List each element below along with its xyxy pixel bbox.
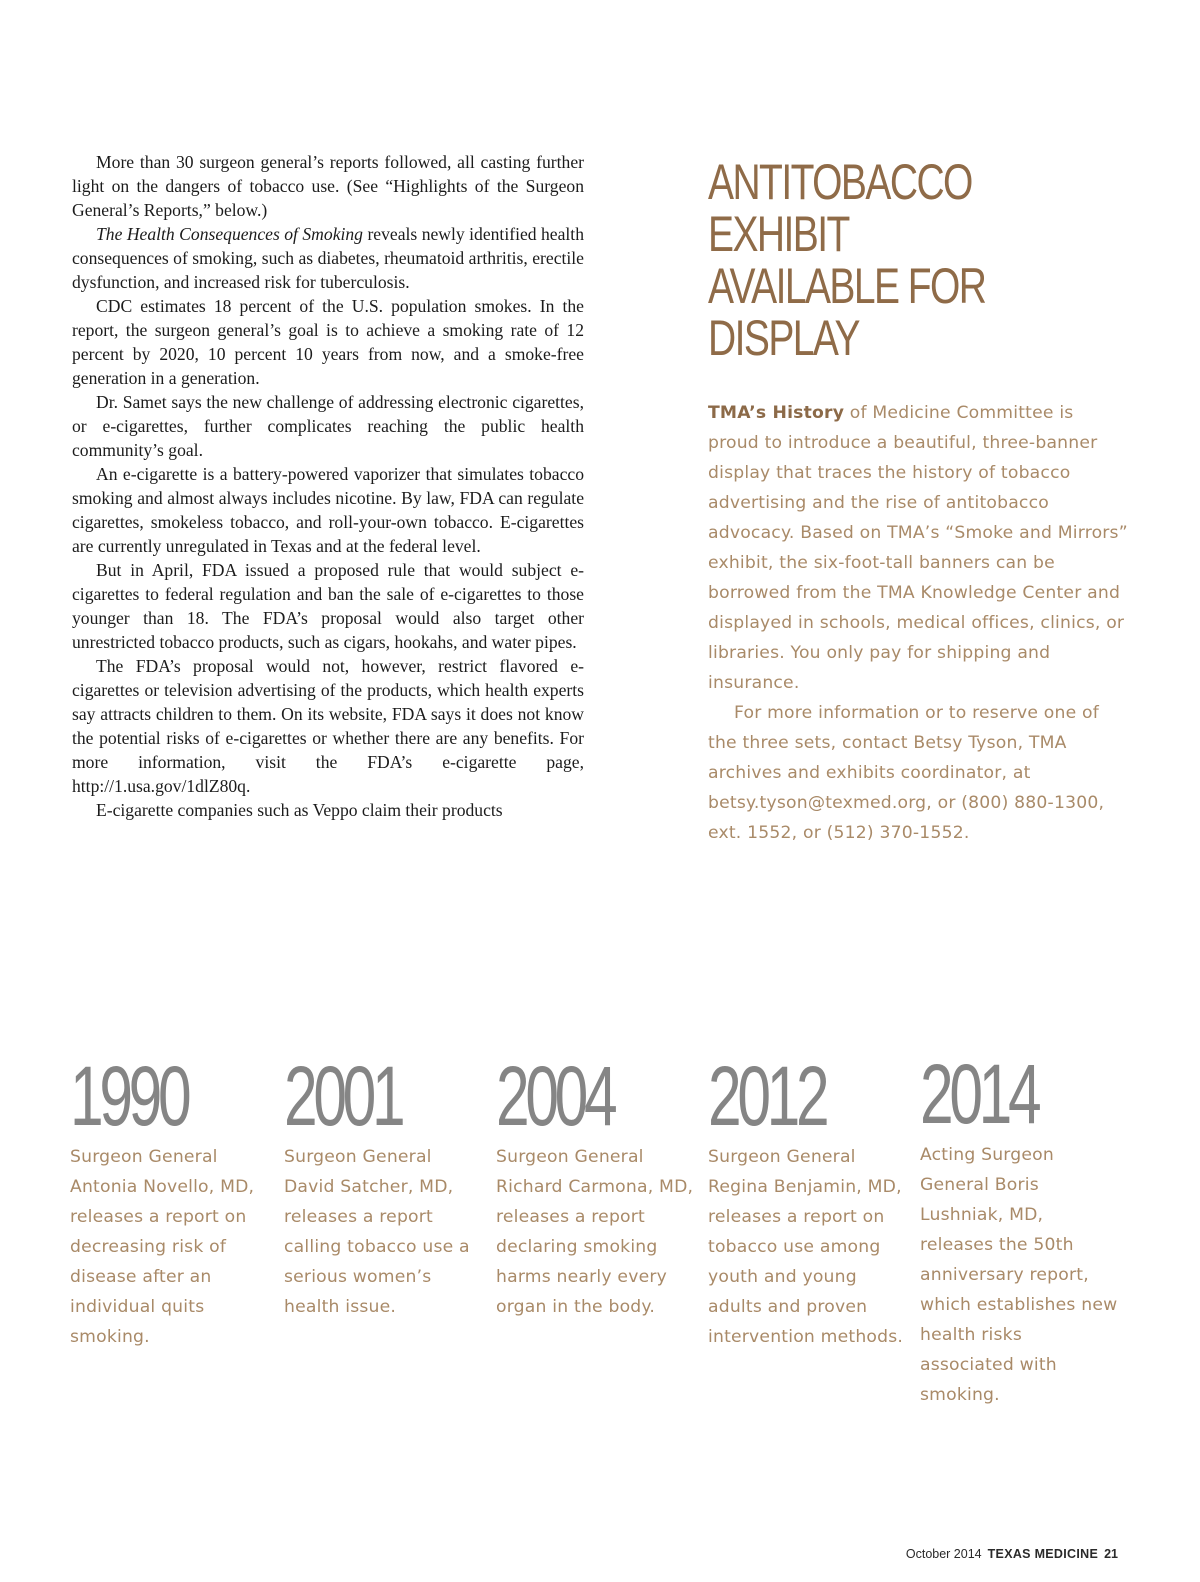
timeline-year: 2001 [284, 1049, 402, 1143]
article-paragraph: An e-cigarette is a battery-powered vaporizer that simulates tobacco smoking and almost always includes nicotine. By law, FDA can regulate cigarettes, smokeless tobacco, and roll-your-own tobacco. E-cigarettes are currently unregulated in Texas and at the federal level. [72, 464, 584, 556]
sidebar-body [708, 398, 1128, 848]
article-paragraph: More than 30 surgeon general’s reports followed, all casting further light on the dangers of tobacco use. (See “Highlights of the Surgeon General’s Reports,” below.) [72, 152, 584, 220]
sidebar-title [708, 156, 1114, 364]
sidebar-title-line: ANTITOBACCO EXHIBIT [708, 154, 972, 262]
timeline-text: Surgeon General Richard Carmona, MD, releases a report declaring smoking harms nearly every organ in the body. [496, 1147, 694, 1317]
article-paragraph: CDC estimates 18 percent of the U.S. population smokes. In the report, the surgeon general’s goal is to achieve a smoking rate of 12 percent by 2020, 10 percent 10 years from now, and a smoke-free generation in a generation. [72, 296, 584, 388]
report-title: The Health Consequences of Smoking [96, 224, 363, 244]
timeline-entry [496, 1049, 696, 1322]
sidebar-paragraph: For more information or to reserve one of the three sets, contact Betsy Tyson, TMA archives and exhibits coordinator, at betsy.tyson@texmed.org, or (800) 880-1300, ext. 1552, or (512) 370-1552. [708, 703, 1105, 843]
sidebar-paragraph [708, 398, 1128, 698]
article-paragraph: E-cigarette companies such as Veppo claim their products [96, 800, 503, 820]
timeline-text: Surgeon General Regina Benjamin, MD, releases a report on tobacco use among youth and young adults and proven intervention methods. [708, 1147, 904, 1347]
timeline-year: 1990 [70, 1049, 188, 1143]
page-footer [906, 1547, 1118, 1561]
sidebar-title-line: AVAILABLE FOR DISPLAY [708, 258, 986, 366]
timeline-entry [708, 1049, 908, 1352]
article-paragraph: Dr. Samet says the new challenge of addressing electronic cigarettes, or e-cigarettes, further complicates reaching the public health community’s goal. [72, 392, 584, 460]
article-paragraph: The FDA’s proposal would not, however, restrict flavored e-cigarettes or television advertising of the products, which health experts say attracts children to them. On its website, FDA says it does not know the potential risks of e-cigarettes or whether there are any benefits. For more information, visit the FDA’s e-cigarette page, http://1.usa.gov/1dlZ80q. [72, 656, 584, 796]
sidebar-lead: TMA’s History [708, 403, 845, 423]
timeline-entry [70, 1049, 270, 1352]
sidebar-paragraph-text: of Medicine Committee is proud to introduce a beautiful, three-banner display that traces the history of tobacco advertising and the rise of antitobacco advocacy. Based on TMA’s “Smoke and Mirrors” exhibit, the six-foot-tall banners can be borrowed from the TMA Knowledge Center and displayed in schools, medical offices, clinics, or libraries. You only pay for shipping and insurance. [708, 403, 1128, 693]
surgeon-general-timeline [70, 1047, 1130, 1405]
exhibit-sidebar [708, 156, 1128, 848]
timeline-year: 2014 [920, 1047, 1038, 1141]
timeline-year: 2004 [496, 1049, 614, 1143]
issue-date: October 2014 [905, 1547, 982, 1561]
article-paragraph [72, 222, 584, 294]
magazine-name: TEXAS MEDICINE [987, 1547, 1099, 1561]
timeline-entry [920, 1047, 1120, 1410]
article-paragraph: But in April, FDA issued a proposed rule that would subject e-cigarettes to federal regulation and ban the sale of e-cigarettes to those younger than 18. The FDA’s proposal would also target other unrestricted tobacco products, such as cigars, hookahs, and water pipes. [72, 560, 584, 652]
timeline-entry [284, 1049, 484, 1322]
timeline-year: 2012 [708, 1049, 826, 1143]
timeline-text: Surgeon General David Satcher, MD, releases a report calling tobacco use a serious women’s health issue. [284, 1147, 470, 1317]
article-paragraph-text: reveals newly identified health consequences of smoking, such as diabetes, rheumatoid arthritis, erectile dysfunction, and increased risk for tuberculosis. [72, 224, 584, 292]
article-column [72, 150, 584, 822]
timeline-text: Surgeon General Antonia Novello, MD, releases a report on decreasing risk of disease after an individual quits smoking. [70, 1147, 255, 1347]
timeline-text: Acting Surgeon General Boris Lushniak, MD, releases the 50th anniversary report, which establishes new health risks associated with smoking. [920, 1145, 1118, 1405]
page-number: 21 [1104, 1547, 1118, 1561]
